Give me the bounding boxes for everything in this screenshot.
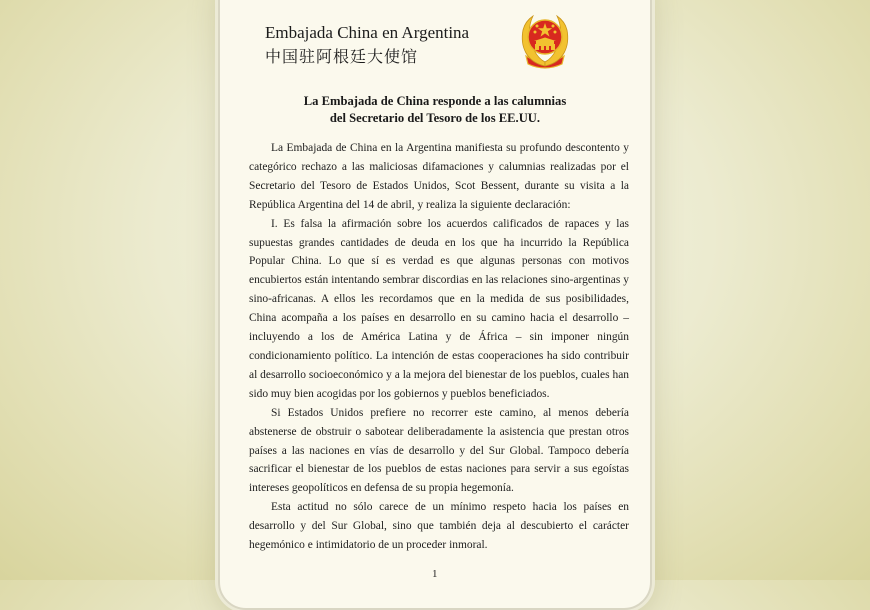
- paragraph-intro: La Embajada de China en la Argentina manifiesta su profundo descontento y categórico rechazo a las maliciosas difamaciones y calumnias realizadas por el Secretario del Tesoro de Estados Unidos, Scot Bessent, durante su visita a la República Argentina del 14 de abril, y realiza la siguiente declaración:: [249, 142, 629, 211]
- document-body: [249, 139, 629, 555]
- paragraph-conclusion: Esta actitud no sólo carece de un mínimo respeto hacia los países en desarrollo y del Sur Global, sino que también deja al descubierto el carácter hegemónico e intimidatorio de un proceder inmoral.: [249, 501, 629, 552]
- china-national-emblem-icon: [516, 10, 574, 70]
- paragraph-point-1: I. Es falsa la afirmación sobre los acuerdos calificados de rapaces y las supuestas grandes cantidades de deuda en los que ha incurrido la República Popular China. Lo que sí es verdad es que algunas personas con motivos encubiertos están intentando sembrar discordias en las relaciones sino-argentinas y sino-africanas. A ellos les recordamos que en la medida de sus posibilidades, China acompaña a los países en desarrollo en su camino hacia el desarrollo – incluyendo a los de América Latina y de África – sin imponer ningún condicionamiento político. La intención de estas cooperaciones ha sido contribuir al desarrollo socioeconómico y a la mejora del bienestar de los pueblos, cuales han sido muy bien acogidas por los gobiernos y pueblos beneficiados.: [249, 217, 629, 400]
- document-title: [250, 93, 620, 127]
- paragraph-us-path: Si Estados Unidos prefiere no recorrer este camino, al menos debería abstenerse de obstruir o sabotear deliberadamente la asistencia que prestan otros países a las naciones en vías de desarrollo y del Sur Global. Tampoco debería sacrificar el bienestar de los pueblos de estas naciones para servir a sus egoístas intereses geopolíticos en defensa de su propia hegemonía.: [249, 406, 629, 495]
- letterhead: [265, 22, 469, 68]
- page-number: 1: [432, 568, 438, 580]
- title-line-2: del Secretario del Tesoro de los EE.UU.: [329, 111, 541, 125]
- embassy-name: Embajada China en Argentina: [265, 23, 470, 42]
- title-line-1: La Embajada de China responde a las calumnias: [303, 94, 567, 108]
- embassy-name-chinese: 中国驻阿根廷大使馆: [265, 47, 419, 66]
